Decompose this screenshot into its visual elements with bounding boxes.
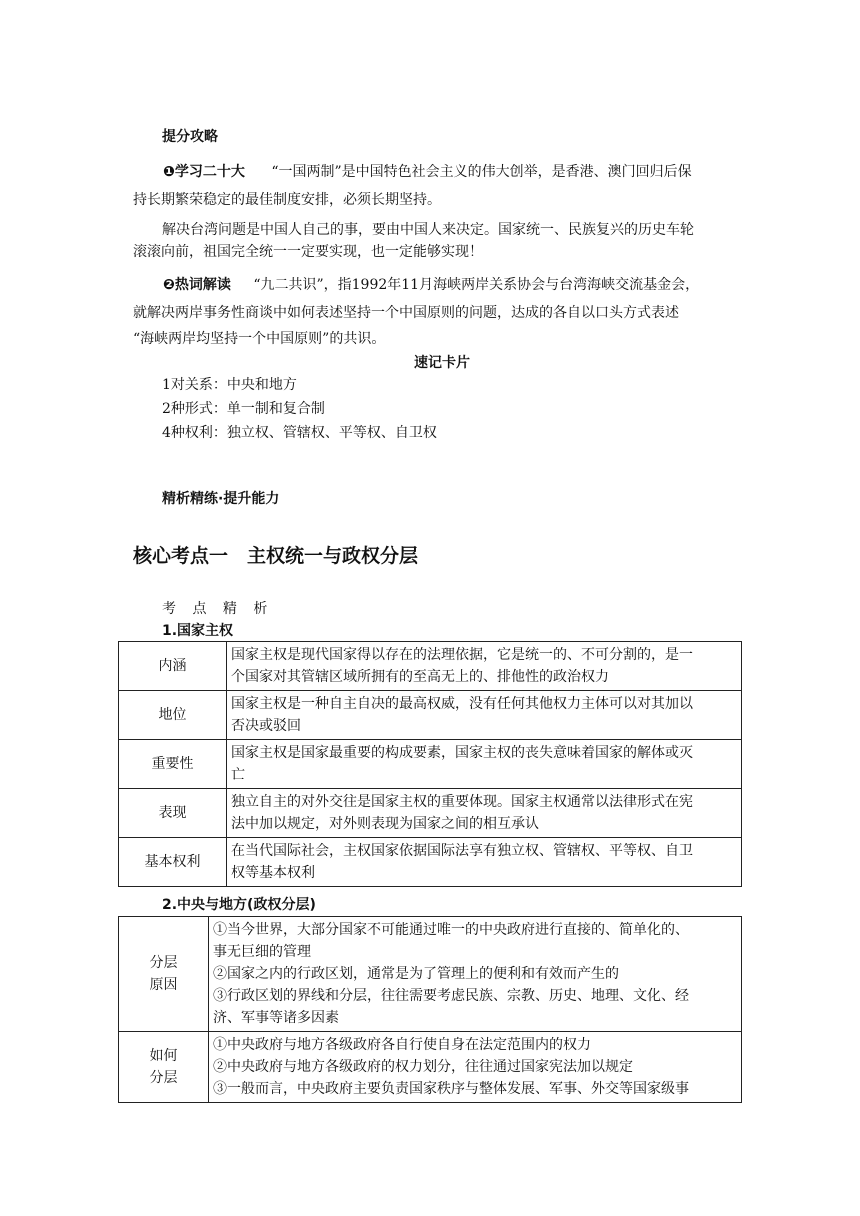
row-key: 基本权利 — [119, 838, 227, 887]
tip-item-1-line2: 持长期繁荣稳定的最佳制度安排，必须长期坚持。 — [133, 192, 441, 208]
sovereignty-table — [118, 641, 742, 887]
tip-item-2 — [133, 271, 733, 327]
row-value: 在当代国际社会，主权国家依据国际法享有独立权、管辖权、平等权、自卫 权等基本权利 — [227, 838, 742, 887]
tip-item-1 — [133, 158, 733, 214]
tips-heading: 提分攻略 — [162, 129, 218, 145]
row-value: 独立自主的对外交往是国家主权的重要体现。国家主权通常以法律形式在宪 法中加以规定，对外则表现为国家之间的相互承认 — [227, 789, 742, 838]
section-sub: 考 点 精 析 — [162, 601, 274, 617]
table-row — [119, 789, 742, 838]
row-key: 分层 原因 — [119, 917, 209, 1032]
tip-item-2-line2: 就解决两岸事务性商谈中如何表述坚持一个中国原则的问题，达成的各自以口头方式表述 — [133, 305, 679, 321]
card-title: 速记卡片 — [414, 355, 470, 371]
table2-title: 2.中央与地方(政权分层) — [162, 897, 316, 913]
table-row — [119, 917, 742, 1032]
table-row — [119, 740, 742, 789]
row-key: 表现 — [119, 789, 227, 838]
table1-title: 1.国家主权 — [162, 623, 234, 639]
tip-para2-line1: 解决台湾问题是中国人自己的事，要由中国人来决定。国家统一、民族复兴的历史车轮 — [162, 222, 694, 238]
section-heading: 核心考点一 主权统一与政权分层 — [133, 545, 419, 567]
central-local-table — [118, 916, 742, 1103]
card-line-2: 2种形式：单一制和复合制 — [162, 401, 325, 417]
row-key: 地位 — [119, 691, 227, 740]
row-value: 国家主权是现代国家得以存在的法理依据，它是统一的、不可分割的，是一 个国家对其管辖区域所拥有的至高无上的、排他性的政治权力 — [227, 642, 742, 691]
tip-item-1-label: ❶学习二十大 — [163, 164, 245, 180]
tip-item-2-line3: “海峡两岸均坚持一个中国原则”的共识。 — [133, 331, 386, 347]
tip-item-2-label: ❷热词解读 — [163, 277, 231, 293]
section-label: 精析精练·提升能力 — [162, 491, 280, 507]
row-key: 如何 分层 — [119, 1032, 209, 1103]
row-key: 内涵 — [119, 642, 227, 691]
card-line-1: 1对关系：中央和地方 — [162, 377, 297, 393]
table-row — [119, 691, 742, 740]
card-line-3: 4种权利：独立权、管辖权、平等权、自卫权 — [162, 425, 437, 441]
table-row — [119, 642, 742, 691]
table-row — [119, 1032, 742, 1103]
row-value: 国家主权是国家最重要的构成要素，国家主权的丧失意味着国家的解体或灭 亡 — [227, 740, 742, 789]
table-row — [119, 838, 742, 887]
tip-para2-line2: 滚滚向前，祖国完全统一一定要实现，也一定能够实现！ — [133, 244, 483, 260]
row-value: ①中央政府与地方各级政府各自行使自身在法定范围内的权力 ②中央政府与地方各级政府的权力划分，往往通过国家宪法加以规定 ③一般而言，中央政府主要负责国家秩序与整体发展、军事、外交等国家级事 — [209, 1032, 742, 1103]
row-value: 国家主权是一种自主自决的最高权威，没有任何其他权力主体可以对其加以 否决或驳回 — [227, 691, 742, 740]
row-value: ①当今世界，大部分国家不可能通过唯一的中央政府进行直接的、简单化的、 事无巨细的管理 ②国家之内的行政区划，通常是为了管理上的便利和有效而产生的 ③行政区划的界线和分层，往往需要考虑民族、宗教、历史、地理、文化、经 济、军事等诸多因素 — [209, 917, 742, 1032]
row-key: 重要性 — [119, 740, 227, 789]
tip-item-2-line1: “九二共识”，指1992年11月海峡两岸关系协会与台湾海峡交流基金会， — [253, 277, 700, 293]
tip-item-1-line1: “一国两制”是中国特色社会主义的伟大创举，是香港、澳门回归后保 — [271, 164, 692, 180]
